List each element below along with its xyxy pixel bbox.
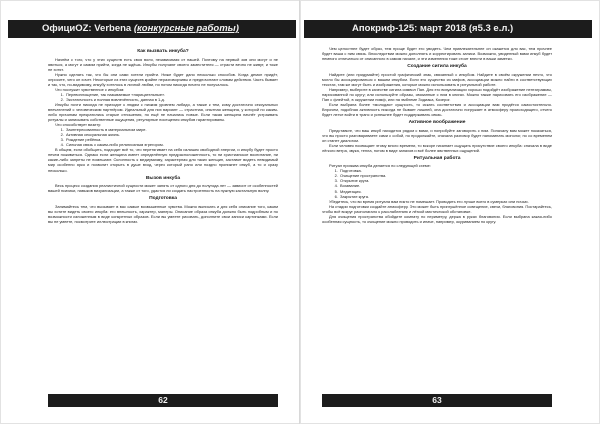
section-heading: Создание сигила инкуба [407,64,467,70]
body-paragraph: Занимайтесь тем, что вызывает в вас самые возвышенные чувства. Можно выписать и для себя описание того, каким вы хотите видеть своего инкуба: его внешность, характер, манеры. Описание образа инкуба должно быть подробным и по возможности изложенным в виде конкретных образов. Если вы умеете рисовать, дополните свои записи картинками. Если вы не умеете, посмотрите иллюстрации в книгах. [48,203,278,224]
body-paragraph: Найдите (или придумайте) простой графический знак, связанный с инкубом. Найдите в своём окружении нечто, что могло бы ассоциироваться с вашим инкубом. Если это существо из мифов, ассоциации можно найти в соответствующих текстах, там же могут быть и изображения, которые можно использовать в ритуальной работе. [322,71,552,87]
body-paragraph: Например, выберите в качестве сигила символ Пан. Для его визуализации хорошо подойдёт изображение пентаграммы, нарисованной по кругу; или используйте образы, связанные с ним в книгах. Можно также нарисовать его изображение — Пан с флейтой, в окружении нимф, или на эмблеме Зодиака, Козерог. [322,86,552,102]
right-page [300,0,600,424]
section-heading: Подготовка [149,196,177,202]
body-paragraph: Инкубы почти никогда не приходят к людям с низким уровнем либидо, а также к тем, кому достаточно сексуальных впечатлений с человеческим партнёром. Идеальный для них вариант — страстная, опытная женщина, у которой по каким-либо причинам прекратились старые отношения, но ещё не начались новые. Если такая женщина начнёт устраивать ритуалы и записывать собственные ощущения, регулярные посещения инкубов гарантированы. [48,101,278,123]
body-paragraph: На стадии подготовки создайте атмосферу. Это может быть приглушённое освещение, свечи, благовония. Постарайтесь, чтобы всё вокруг располагало к расслаблению и лёгкой мистической обстановке. [322,203,552,214]
list-item: 3. Открытие круга. [339,178,552,183]
numbered-list [322,168,552,198]
left-page-body [48,46,278,386]
body-paragraph: Для очищения пространства обойдите комнату по периметру, держа в руках благовония. Если выбрана какая-либо особенная сущность, то очищение можно проводить и иначе, например, окуриванием по кругу. [322,213,552,224]
body-paragraph: Весь процесс создания реалистичной сущности может занять от одного дня до полугода лет — зависит от особенностей вашей психики, навыков визуализации, а также от того, удастся ли создать настроенность на нужную кастальную волну. [48,183,278,194]
page-number: 63 [432,395,442,405]
section-heading: Как вызвать инкуба? [137,49,189,54]
page-number: 62 [158,395,168,405]
list-item: 1. Подготовка. [339,168,552,173]
body-paragraph: Ритуал призыва инкуба делается по следующей схеме: [329,163,431,169]
section-title: ОфициOZ: Verbena [42,23,134,34]
body-paragraph: Если выбрана более «молодая» сущность, то искать соответствия и ассоциации вам придётся самостоятельно. Впрочем, подобная активность никогда не бывает лишней, она достаточно погружает в атмосферу происходящего, отчего будет легче войти в транс и успешнее будет поддерживать связь. [322,101,552,118]
list-item: 4. Воззвание. [339,183,552,188]
section-heading: Активное воображение [408,120,466,126]
list-item: 6. Закрытие круга. [339,194,552,199]
body-paragraph: Представьте, что ваш инкуб находится рядом с вами, и попробуйте заговорить с ним. Поначалу вам может показаться, что вы просто разговариваете сами с собой, но продолжайте, сначала разговор будет напоминать монолог, но со временем он станет диалогом. [322,127,552,143]
list-item: 1. Перевоплощение, так называемые «нарицательные». [65,92,278,97]
numbered-list [48,92,278,102]
body-paragraph: Убедитесь, что во время ритуала вам никто не помешает. Проводить его лучше всего в сумерках или ночью. [329,198,529,204]
body-paragraph: Начнём с того, что у этих существ есть своя воля, независимая от нашей. Поэтому на первый зов они могут и не явиться, а могут и самим прийти, когда не ждёшь. Инкубы получают своего заместителя — страсти вечно не живут, и тоже не хотят. [48,56,278,72]
issue-title: Апокриф-125: март 2018 (я5.3 е.л.) [352,23,514,34]
list-item: 5. Медитация. [339,189,552,194]
body-paragraph: Чем целостнее будет образ, тем проще будет его увидеть. Чем привлекательнее он окажется для вас, тем прочнее будет ваша с ним связь. Впоследствии можно дополнять и корректировать записи. Возможно, увиденный вами инкуб будет немного отличаться от описанного в самом начале, и эти изменения тоже стоит внести в ваши заметки. [322,46,552,62]
list-item: 1. Заинтересованность в материальном мире. [65,127,278,132]
section-heading: Ритуальная работа [413,155,461,161]
body-paragraph: Нужно сделать так, что бы они сами хотели прийти. Ниже будет дано несколько способов. Когда демон придёт, опросите, чего он хочет. Некоторые из этих существ крайне неразговорчивы и предпочитают словам действия. Часть бывает и так, что, по-видимому, инкубу хотелось в личной любви, но потом никогда ничего не получалось. [48,71,278,87]
body-paragraph: Что способствует визиту: [55,122,102,128]
body-paragraph: Что послужит чувственное с инкубом: [55,86,125,92]
left-page-footer [48,394,278,407]
list-item: 4. Сильная связь с каким-либо религиозным эгрегором. [65,142,278,147]
right-page-footer [322,394,552,407]
body-paragraph: В общем, если обобщить, подходит всё то, что перетягивает на себя излишек свободной энергии, и инкубу будет просто нечем поживиться. Однако если женщина имеет определённую предрасположенность, то ни христианское воспитание, ни какие-либо запреты не помешают. Склонность к медиумизму, характерная для таких женщин, заставит видеть невидимый мир особенно ярко и позволит открыть в душе вход, через который рано или поздно проникнет инкуб, а то и сразу несколько. [48,147,278,173]
section-heading: Вызов инкуба [145,175,181,181]
numbered-list [48,127,278,147]
list-item: 2. Экстатичность и полная вовлечённость, данная в 1-д. [65,97,278,102]
list-item: 2. Очищение пространства. [339,173,552,178]
left-page-header [8,20,296,38]
list-item: 3. Рождение ребёнка. [65,137,278,142]
right-page-header [304,20,592,38]
body-paragraph: Если человек посвящает этому много времени, то вскоре начинает ощущать присутствие своего инкуба: сначала в виде лёгкого ветра, звука, тепла, потом в виде запахов и всё более явственных ощущений. [322,142,552,153]
right-page-body [322,46,552,386]
list-item: 2. Активная сексуальная жизнь. [65,132,278,137]
section-subtitle: (конкурсные работы) [133,23,239,34]
